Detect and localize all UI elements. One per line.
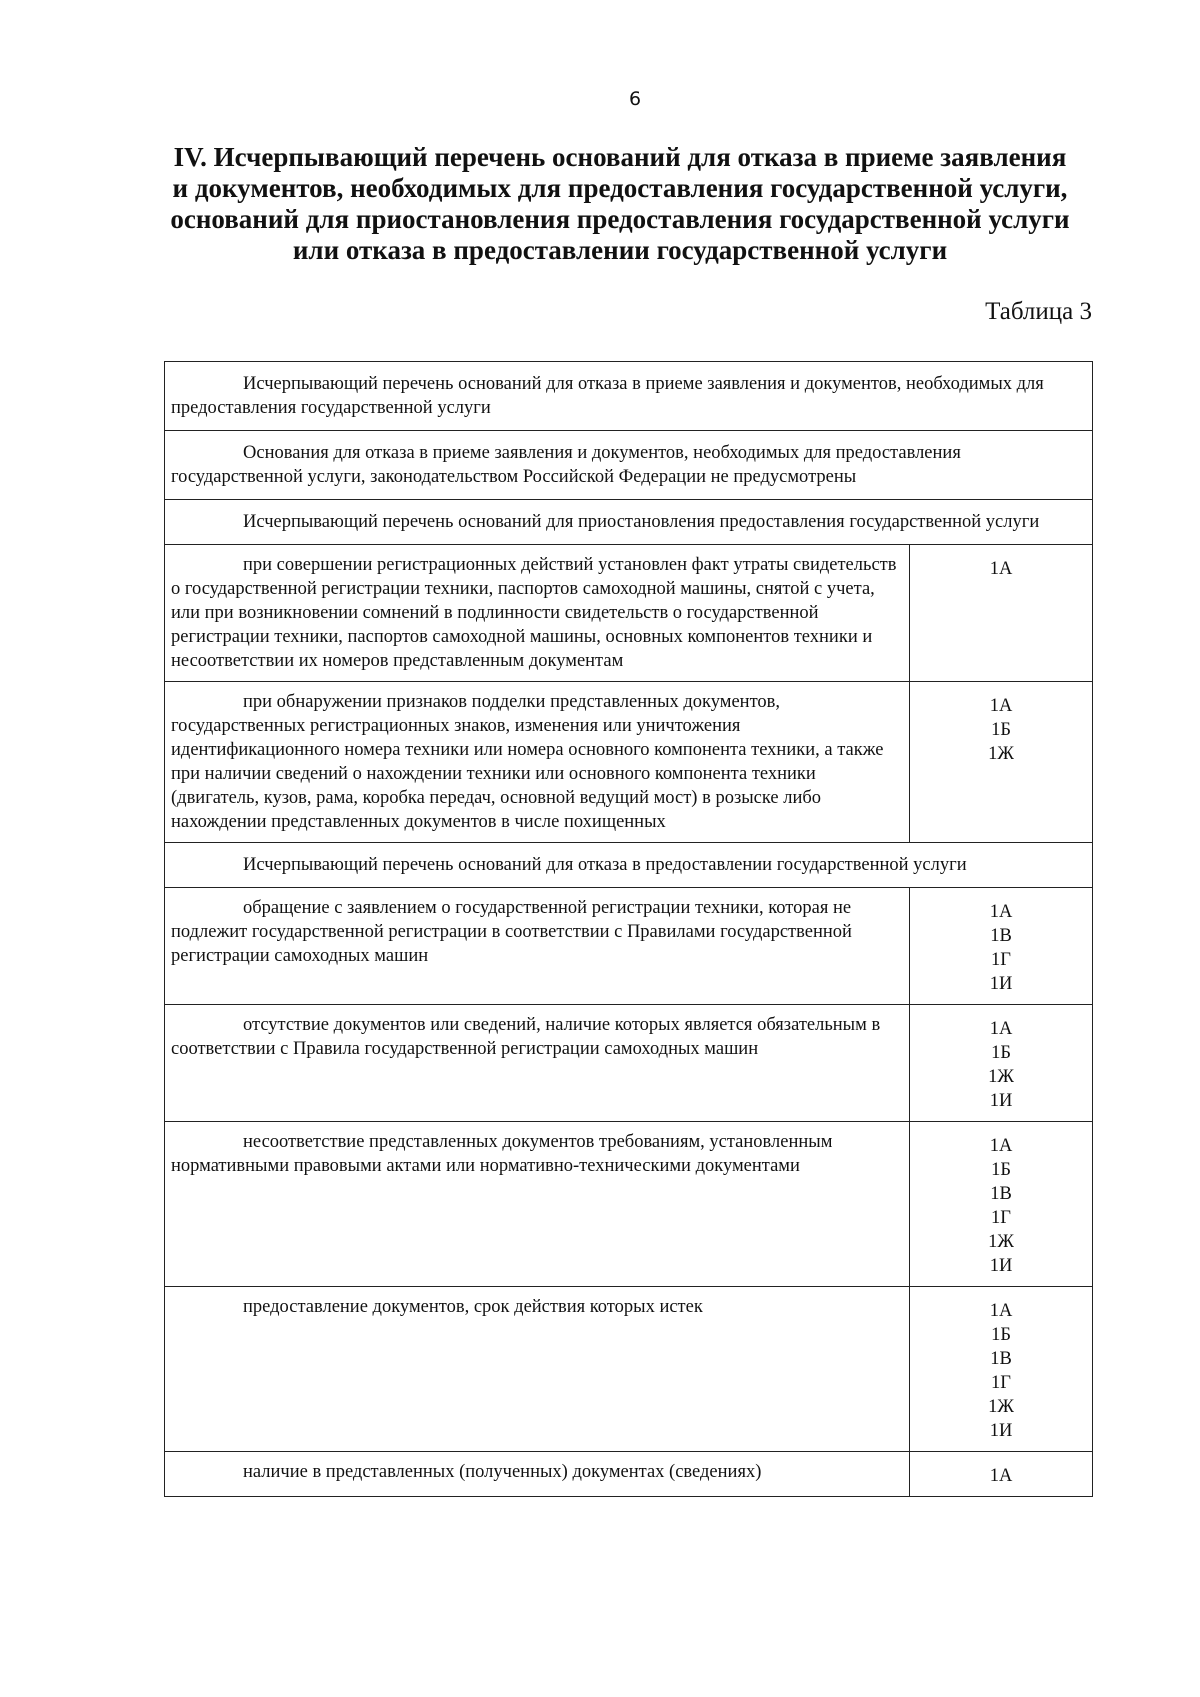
table-row	[165, 843, 1093, 888]
code-label: 1И	[989, 1256, 1013, 1276]
ground-codes	[910, 1452, 1093, 1497]
ground-codes	[910, 1287, 1093, 1452]
table-row	[165, 362, 1093, 431]
code-label: 1В	[990, 1349, 1012, 1369]
code-label: 1И	[989, 1421, 1013, 1441]
code-label: 1Ж	[988, 1232, 1014, 1252]
code-label: 1А	[989, 1301, 1013, 1321]
grounds-table	[164, 361, 1093, 1497]
ground-text: несоответствие представленных документов требованиям, установленным нормативными правовыми актами или нормативно-техническими документами	[165, 1122, 910, 1287]
ground-text: предоставление документов, срок действия которых истек	[165, 1287, 910, 1452]
suspension-header: Исчерпывающий перечень оснований для приостановления предоставления государственной услуги	[165, 500, 1093, 545]
table-row	[165, 431, 1093, 500]
table-row	[165, 888, 1093, 1005]
section-heading: IV. Исчерпывающий перечень оснований для отказа в приеме заявления и документов, необходимых для предоставления государственной услуги, оснований для приостановления предоставления государственной услуги или отказа в предоставлении государственной услуги	[170, 142, 1070, 265]
table-caption: Таблица 3	[985, 298, 1092, 325]
code-label: 1Б	[991, 1325, 1011, 1345]
ground-text: отсутствие документов или сведений, наличие которых является обязательным в соответствии с Правила государственной регистрации самоходных машин	[165, 1005, 910, 1122]
code-label: 1Ж	[988, 744, 1014, 764]
code-label: 1А	[989, 559, 1013, 579]
code-label: 1А	[989, 696, 1013, 716]
code-label: 1А	[989, 1466, 1013, 1486]
ground-codes	[910, 682, 1093, 843]
refusal-acceptance-header: Исчерпывающий перечень оснований для отказа в приеме заявления и документов, необходимых для предоставления государственной услуги	[165, 362, 1093, 431]
ground-text: при обнаружении признаков подделки представленных документов, государственных регистрационных знаков, изменения или уничтожения идентификационного номера техники или номера основного компонента техники, а также при наличии сведений о нахождении техники или основного компонента техники (двигатель, кузов, рама, коробка передач, основной ведущий мост) в розыске либо нахождении представленных документов в числе похищенных	[165, 682, 910, 843]
code-label: 1А	[989, 1019, 1013, 1039]
code-label: 1Г	[991, 1208, 1011, 1228]
refusal-acceptance-note: Основания для отказа в приеме заявления и документов, необходимых для предоставления государственной услуги, законодательством Российской Федерации не предусмотрены	[165, 431, 1093, 500]
page-number: 6	[628, 88, 642, 110]
code-label: 1В	[990, 926, 1012, 946]
ground-codes	[910, 1122, 1093, 1287]
code-label: 1Б	[991, 720, 1011, 740]
code-label: 1И	[989, 974, 1013, 994]
ground-text: при совершении регистрационных действий установлен факт утраты свидетельств о государственной регистрации техники, паспортов самоходной машины, снятой с учета, или при возникновении сомнений в подлинности свидетельств о государственной регистрации техники, паспортов самоходной машины, основных компонентов техники и несоответствии их номеров представленным документам	[165, 545, 910, 682]
ground-text: обращение с заявлением о государственной регистрации техники, которая не подлежит государственной регистрации в соответствии с Правилами государственной регистрации самоходных машин	[165, 888, 910, 1005]
code-label: 1Г	[991, 1373, 1011, 1393]
code-label: 1В	[990, 1184, 1012, 1204]
ground-text: наличие в представленных (полученных) документах (сведениях)	[165, 1452, 910, 1497]
table-row	[165, 682, 1093, 843]
table-row	[165, 545, 1093, 682]
code-label: 1Б	[991, 1043, 1011, 1063]
table-row	[165, 500, 1093, 545]
ground-codes	[910, 888, 1093, 1005]
code-label: 1А	[989, 902, 1013, 922]
refusal-service-header: Исчерпывающий перечень оснований для отказа в предоставлении государственной услуги	[165, 843, 1093, 888]
code-label: 1Б	[991, 1160, 1011, 1180]
table-row	[165, 1287, 1093, 1452]
code-label: 1Ж	[988, 1397, 1014, 1417]
code-label: 1А	[989, 1136, 1013, 1156]
code-label: 1И	[989, 1091, 1013, 1111]
table-row	[165, 1005, 1093, 1122]
ground-codes	[910, 1005, 1093, 1122]
code-label: 1Г	[991, 950, 1011, 970]
table-row	[165, 1122, 1093, 1287]
table-row	[165, 1452, 1093, 1497]
code-label: 1Ж	[988, 1067, 1014, 1087]
ground-codes	[910, 545, 1093, 682]
